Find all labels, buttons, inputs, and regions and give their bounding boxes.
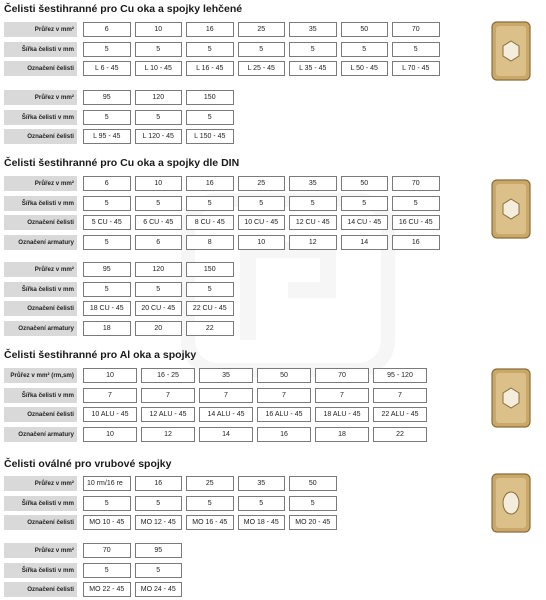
table-cell: 5 xyxy=(83,235,131,250)
table-cell: 70 xyxy=(315,368,369,383)
table-cell: 5 xyxy=(83,496,131,511)
row-header: Označení čelisti xyxy=(4,61,77,76)
table-cell: 5 CU - 45 xyxy=(83,215,131,230)
table-cell: 6 xyxy=(83,22,131,37)
table-cell: 8 CU - 45 xyxy=(186,215,234,230)
table-cell: 10 xyxy=(135,22,183,37)
table-cell: 95 xyxy=(83,90,131,105)
table-cell: 10 CU - 45 xyxy=(238,215,286,230)
table-cell: 5 xyxy=(135,282,183,297)
row-header: Označení čelisti xyxy=(4,582,77,597)
table-cell: 14 xyxy=(341,235,389,250)
table-cell: MO 12 - 45 xyxy=(135,515,183,530)
table-cell: 5 xyxy=(289,196,337,211)
table-cell: 10 rm/16 re xyxy=(83,476,131,491)
table-cell: 150 xyxy=(186,262,234,277)
table-cell: 5 xyxy=(186,496,234,511)
table-cell: L 10 - 45 xyxy=(135,61,183,76)
row-header: Označení armatury xyxy=(4,321,77,336)
section-title: Čelisti šestihranné pro Cu oka a spojky lehčené xyxy=(4,3,243,15)
table-cell: 150 xyxy=(186,90,234,105)
table-cell: 12 CU - 45 xyxy=(289,215,337,230)
table-cell: 5 xyxy=(135,196,183,211)
table-cell: 70 xyxy=(83,543,131,558)
table-cell: 12 xyxy=(289,235,337,250)
table-cell: 5 xyxy=(238,196,286,211)
table-cell: 120 xyxy=(135,90,183,105)
table-cell: 5 xyxy=(186,110,234,125)
row-header: Průřez v mm² (rm,sm) xyxy=(4,368,77,383)
table-cell: 6 CU - 45 xyxy=(135,215,183,230)
section-title: Čelisti oválné pro vrubové spojky xyxy=(4,458,172,470)
table-cell: 16 xyxy=(392,235,440,250)
row-header: Šířka čelisti v mm xyxy=(4,282,77,297)
table-cell: 6 xyxy=(135,235,183,250)
row-header: Označení čelisti xyxy=(4,301,77,316)
table-cell: 5 xyxy=(83,42,131,57)
table-cell: 5 xyxy=(135,563,183,578)
row-header: Šířka čelisti v mm xyxy=(4,388,77,403)
table-cell: 5 xyxy=(341,196,389,211)
table-cell: 5 xyxy=(341,42,389,57)
oval-jaw-icon xyxy=(490,472,532,534)
table-cell: 5 xyxy=(186,196,234,211)
table-cell: 50 xyxy=(289,476,337,491)
table-cell: 70 xyxy=(392,176,440,191)
table-cell: 22 xyxy=(373,427,427,442)
table-cell: 14 ALU - 45 xyxy=(199,407,253,422)
table-cell: 35 xyxy=(289,22,337,37)
table-cell: 5 xyxy=(83,282,131,297)
table-cell: 22 CU - 45 xyxy=(186,301,234,316)
row-header: Označení čelisti xyxy=(4,407,77,422)
table-cell: 5 xyxy=(83,110,131,125)
hex-jaw-icon xyxy=(490,20,532,82)
table-cell: 22 ALU - 45 xyxy=(373,407,427,422)
table-cell: 16 - 25 xyxy=(141,368,195,383)
row-header: Průřez v mm² xyxy=(4,476,77,491)
table-cell: 7 xyxy=(199,388,253,403)
row-header: Průřez v mm² xyxy=(4,22,77,37)
table-cell: 7 xyxy=(257,388,311,403)
table-cell: 5 xyxy=(392,42,440,57)
table-cell: 7 xyxy=(83,388,137,403)
row-header: Označení čelisti xyxy=(4,215,77,230)
table-cell: MO 24 - 45 xyxy=(135,582,183,597)
table-cell: 12 xyxy=(141,427,195,442)
table-cell: MO 16 - 45 xyxy=(186,515,234,530)
table-cell: 10 xyxy=(83,427,137,442)
table-cell: MO 10 - 45 xyxy=(83,515,131,530)
table-cell: 70 xyxy=(392,22,440,37)
row-header: Průřez v mm² xyxy=(4,176,77,191)
table-cell: 10 xyxy=(83,368,137,383)
section-title: Čelisti šestihranné pro Al oka a spojky xyxy=(4,349,197,361)
table-cell: 16 ALU - 45 xyxy=(257,407,311,422)
table-cell: 50 xyxy=(257,368,311,383)
table-cell: L 6 - 45 xyxy=(83,61,131,76)
table-cell: 16 xyxy=(186,22,234,37)
row-header: Šířka čelisti v mm xyxy=(4,110,77,125)
row-header: Označení čelisti xyxy=(4,129,77,144)
row-header: Průřez v mm² xyxy=(4,90,77,105)
table-cell: 5 xyxy=(289,42,337,57)
table-cell: 6 xyxy=(83,176,131,191)
table-cell: 5 xyxy=(289,496,337,511)
hex-jaw-icon xyxy=(490,367,532,429)
table-cell: 35 xyxy=(289,176,337,191)
table-cell: L 150 - 45 xyxy=(186,129,234,144)
table-cell: L 35 - 45 xyxy=(289,61,337,76)
row-header: Šířka čelisti v mm xyxy=(4,496,77,511)
row-header: Průřez v mm² xyxy=(4,543,77,558)
table-cell: 20 xyxy=(135,321,183,336)
row-header: Označení armatury xyxy=(4,235,77,250)
row-header: Označení armatury xyxy=(4,427,77,442)
table-cell: 5 xyxy=(135,496,183,511)
table-cell: 35 xyxy=(238,476,286,491)
table-cell: 10 ALU - 45 xyxy=(83,407,137,422)
table-cell: 25 xyxy=(186,476,234,491)
table-cell: 5 xyxy=(186,282,234,297)
table-cell: 16 xyxy=(257,427,311,442)
table-cell: L 16 - 45 xyxy=(186,61,234,76)
row-header: Šířka čelisti v mm xyxy=(4,42,77,57)
table-cell: 5 xyxy=(135,110,183,125)
hex-jaw-icon xyxy=(490,178,532,240)
table-cell: 14 xyxy=(199,427,253,442)
table-cell: 16 xyxy=(186,176,234,191)
table-cell: 12 ALU - 45 xyxy=(141,407,195,422)
row-header: Šířka čelisti v mm xyxy=(4,563,77,578)
table-cell: L 70 - 45 xyxy=(392,61,440,76)
table-cell: 7 xyxy=(373,388,427,403)
table-cell: 5 xyxy=(83,196,131,211)
table-cell: 10 xyxy=(135,176,183,191)
table-cell: 22 xyxy=(186,321,234,336)
table-cell: 50 xyxy=(341,176,389,191)
row-header: Šířka čelisti v mm xyxy=(4,196,77,211)
table-cell: 120 xyxy=(135,262,183,277)
table-cell: 35 xyxy=(199,368,253,383)
table-cell: L 50 - 45 xyxy=(341,61,389,76)
table-cell: L 120 - 45 xyxy=(135,129,183,144)
table-cell: 14 CU - 45 xyxy=(341,215,389,230)
table-cell: MO 18 - 45 xyxy=(238,515,286,530)
table-cell: 18 xyxy=(315,427,369,442)
table-cell: 7 xyxy=(141,388,195,403)
table-cell: 5 xyxy=(238,496,286,511)
table-cell: 5 xyxy=(238,42,286,57)
table-cell: 95 xyxy=(135,543,183,558)
table-cell: 95 xyxy=(83,262,131,277)
table-cell: 50 xyxy=(341,22,389,37)
table-cell: 18 xyxy=(83,321,131,336)
table-cell: 20 CU - 45 xyxy=(135,301,183,316)
table-cell: 5 xyxy=(392,196,440,211)
table-cell: 95 - 120 xyxy=(373,368,427,383)
row-header: Označení čelisti xyxy=(4,515,77,530)
table-cell: 5 xyxy=(83,563,131,578)
table-cell: 16 xyxy=(135,476,183,491)
table-cell: MO 20 - 45 xyxy=(289,515,337,530)
table-cell: 5 xyxy=(186,42,234,57)
table-cell: 25 xyxy=(238,176,286,191)
table-cell: 18 ALU - 45 xyxy=(315,407,369,422)
table-cell: 5 xyxy=(135,42,183,57)
section-title: Čelisti šestihranné pro Cu oka a spojky dle DIN xyxy=(4,157,240,169)
row-header: Průřez v mm² xyxy=(4,262,77,277)
table-cell: MO 22 - 45 xyxy=(83,582,131,597)
table-cell: 10 xyxy=(238,235,286,250)
table-cell: 8 xyxy=(186,235,234,250)
table-cell: 16 CU - 45 xyxy=(392,215,440,230)
table-cell: 18 CU - 45 xyxy=(83,301,131,316)
table-cell: L 95 - 45 xyxy=(83,129,131,144)
table-cell: 25 xyxy=(238,22,286,37)
table-cell: 7 xyxy=(315,388,369,403)
table-cell: L 25 - 45 xyxy=(238,61,286,76)
